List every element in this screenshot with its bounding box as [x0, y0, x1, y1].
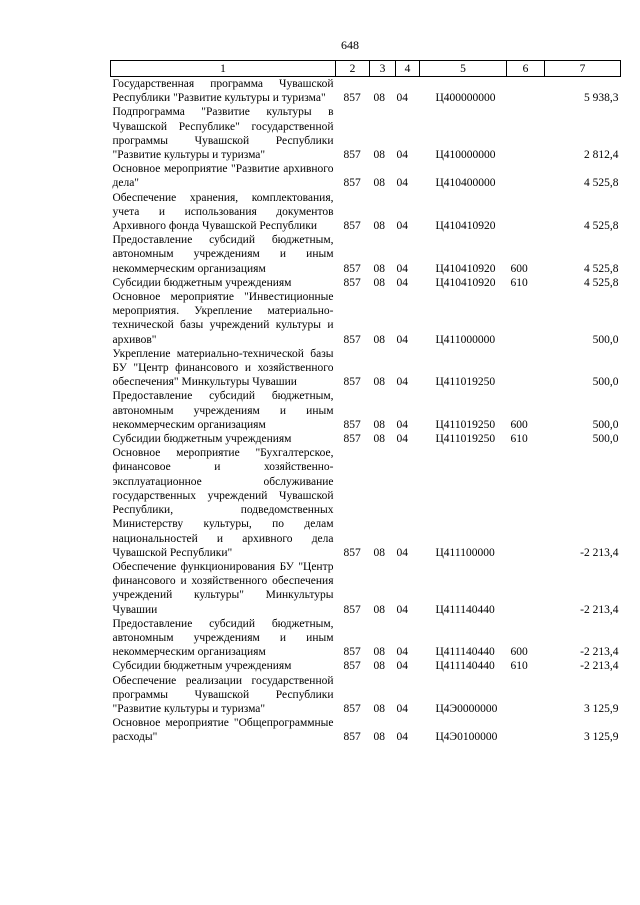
row-subsection-code: 04: [396, 603, 408, 616]
row-ministry-code: 857: [343, 660, 361, 673]
table-body: [111, 77, 621, 745]
row-section-code: 08: [373, 149, 385, 162]
row-name: Основное мероприятие "Инвестиционные мероприятия. Укрепление материально-технической базы учреждений культуры и архивов": [112, 291, 334, 346]
row-name: Основное мероприятие "Бухгалтерское, финансовое и хозяйственно-эксплуатационное обслуживание государственных учреждений Чувашской Республики, подведомственных Министерству культуры, по делам национальностей и архивного дела Чувашской Республики": [112, 447, 334, 559]
row-subsection-code: 04: [396, 702, 408, 715]
row-ministry-code: 857: [343, 220, 361, 233]
row-amount: 3 125,9: [584, 702, 619, 715]
row-section-code: 08: [373, 177, 385, 190]
row-target-article: Ц411019250: [435, 376, 496, 389]
row-target-article: Ц411140440: [435, 646, 495, 659]
row-ministry-code: 857: [343, 376, 361, 389]
row-expense-type: 600: [510, 418, 528, 431]
row-amount: 3 125,9: [584, 731, 619, 744]
row-ministry-code: 857: [343, 177, 361, 190]
row-amount: -2 213,4: [580, 646, 619, 659]
table-row: [111, 191, 621, 234]
row-amount: -2 213,4: [580, 603, 619, 616]
row-name: Основное мероприятие "Общепрограммные расходы": [112, 717, 334, 744]
row-expense-type: [507, 105, 545, 162]
column-header: 3: [370, 61, 396, 77]
table-row: [111, 162, 621, 190]
column-header: 2: [336, 61, 370, 77]
row-ministry-code: 857: [343, 646, 361, 659]
row-name: Предоставление субсидий бюджетным, автономным учреждениям и иным некоммерческим организациям: [112, 617, 334, 659]
row-expense-type: 610: [510, 276, 528, 289]
row-ministry-code: 857: [343, 702, 361, 715]
row-subsection-code: 04: [396, 262, 408, 275]
row-expense-type: 600: [510, 262, 528, 275]
row-target-article: Ц410000000: [435, 149, 496, 162]
row-expense-type: [507, 716, 545, 744]
table-header: [111, 61, 621, 77]
row-subsection-code: 04: [396, 220, 408, 233]
row-target-article: Ц4Э0100000: [435, 731, 498, 744]
row-name: Подпрограмма "Развитие культуры в Чувашской Республике" государственной программы Чувашской Республики "Развитие культуры и туризма": [112, 106, 334, 162]
table-row: [111, 105, 621, 162]
row-ministry-code: 857: [343, 92, 361, 105]
row-section-code: 08: [373, 376, 385, 389]
row-amount: 500,0: [592, 418, 619, 431]
row-section-code: 08: [373, 731, 385, 744]
row-section-code: 08: [373, 433, 385, 446]
row-expense-type: [507, 347, 545, 390]
table-row: [111, 659, 621, 673]
row-name: Предоставление субсидий бюджетным, автономным учреждениям и иным некоммерческим организациям: [112, 390, 334, 431]
page-number: 648: [341, 38, 359, 52]
row-name: Субсидии бюджетным учреждениям: [112, 660, 292, 673]
row-target-article: Ц4Э0000000: [435, 702, 498, 715]
row-section-code: 08: [373, 220, 385, 233]
row-expense-type: 600: [510, 646, 528, 659]
row-name: Укрепление материально-технической базы БУ "Центр финансового и хозяйственного обеспечения" Минкультуры Чувашии: [112, 347, 334, 389]
row-subsection-code: 04: [396, 418, 408, 431]
row-expense-type: 610: [510, 660, 528, 673]
row-expense-type: [507, 290, 545, 347]
column-header: 4: [396, 61, 420, 77]
table-row: [111, 432, 621, 446]
row-section-code: 08: [373, 92, 385, 105]
row-ministry-code: 857: [343, 546, 361, 559]
row-target-article: Ц410410920: [435, 276, 496, 289]
column-header: 1: [111, 61, 336, 77]
row-section-code: 08: [373, 603, 385, 616]
row-section-code: 08: [373, 646, 385, 659]
row-amount: 500,0: [592, 376, 619, 389]
row-target-article: Ц411100000: [435, 546, 495, 559]
row-amount: 4 525,8: [584, 220, 619, 233]
table-row: [111, 233, 621, 276]
row-amount: 5 938,3: [584, 92, 619, 105]
row-section-code: 08: [373, 333, 385, 346]
row-expense-type: [507, 162, 545, 190]
table-row: [111, 290, 621, 347]
row-section-code: 08: [373, 276, 385, 289]
row-ministry-code: 857: [343, 149, 361, 162]
row-expense-type: [507, 191, 545, 234]
row-subsection-code: 04: [396, 376, 408, 389]
column-header: 5: [420, 61, 507, 77]
row-ministry-code: 857: [343, 603, 361, 616]
row-ministry-code: 857: [343, 731, 361, 744]
column-header: 7: [545, 61, 621, 77]
row-subsection-code: 04: [396, 333, 408, 346]
row-target-article: Ц411140440: [435, 660, 495, 673]
row-name: Обеспечение реализации государственной программы Чувашской Республики "Развитие культуры и туризма": [112, 674, 334, 715]
row-section-code: 08: [373, 262, 385, 275]
row-expense-type: 610: [510, 433, 528, 446]
row-ministry-code: 857: [343, 333, 361, 346]
row-target-article: Ц410400000: [435, 177, 496, 190]
row-subsection-code: 04: [396, 149, 408, 162]
row-subsection-code: 04: [396, 646, 408, 659]
column-header: 6: [507, 61, 545, 77]
table-row: [111, 716, 621, 744]
row-expense-type: [507, 77, 545, 106]
row-amount: 4 525,8: [584, 276, 619, 289]
row-expense-type: [507, 446, 545, 560]
row-section-code: 08: [373, 660, 385, 673]
row-amount: 4 525,8: [584, 177, 619, 190]
row-subsection-code: 04: [396, 660, 408, 673]
table-row: [111, 389, 621, 432]
row-ministry-code: 857: [343, 418, 361, 431]
row-target-article: Ц411019250: [435, 418, 496, 431]
row-name: Государственная программа Чувашской Республики "Развитие культуры и туризма": [112, 78, 334, 105]
row-amount: 2 812,4: [584, 149, 619, 162]
row-subsection-code: 04: [396, 92, 408, 105]
row-target-article: Ц400000000: [435, 92, 496, 105]
table-row: [111, 276, 621, 290]
row-name: Субсидии бюджетным учреждениям: [112, 433, 292, 446]
row-target-article: Ц411140440: [435, 603, 495, 616]
row-name: Обеспечение функционирования БУ "Центр финансового и хозяйственного обеспечения учреждений культуры" Минкультуры Чувашии: [112, 560, 334, 616]
row-target-article: Ц410410920: [435, 262, 496, 275]
row-target-article: Ц411000000: [435, 333, 496, 346]
row-section-code: 08: [373, 418, 385, 431]
row-name: Предоставление субсидий бюджетным, автономным учреждениям и иным некоммерческим организациям: [112, 234, 334, 275]
row-ministry-code: 857: [343, 433, 361, 446]
row-name: Обеспечение хранения, комплектования, учета и использования документов Архивного фонда Чувашской Республики: [112, 191, 334, 233]
budget-table: [110, 60, 621, 745]
table-row: [111, 347, 621, 390]
row-name: Субсидии бюджетным учреждениям: [112, 276, 292, 289]
table-row: [111, 446, 621, 560]
table-row: [111, 77, 621, 106]
row-amount: 4 525,8: [584, 262, 619, 275]
row-amount: -2 213,4: [580, 660, 619, 673]
row-ministry-code: 857: [343, 262, 361, 275]
table-row: [111, 674, 621, 717]
row-subsection-code: 04: [396, 546, 408, 559]
table-row: [111, 617, 621, 660]
row-subsection-code: 04: [396, 177, 408, 190]
row-amount: 500,0: [592, 433, 619, 446]
row-subsection-code: 04: [396, 731, 408, 744]
row-expense-type: [507, 674, 545, 717]
table-row: [111, 560, 621, 617]
row-target-article: Ц410410920: [435, 220, 496, 233]
row-amount: -2 213,4: [580, 546, 619, 559]
row-subsection-code: 04: [396, 276, 408, 289]
row-section-code: 08: [373, 702, 385, 715]
row-amount: 500,0: [592, 333, 619, 346]
row-expense-type: [507, 560, 545, 617]
row-section-code: 08: [373, 546, 385, 559]
row-ministry-code: 857: [343, 276, 361, 289]
row-name: Основное мероприятие "Развитие архивного дела": [112, 163, 334, 190]
row-target-article: Ц411019250: [435, 433, 496, 446]
row-subsection-code: 04: [396, 433, 408, 446]
